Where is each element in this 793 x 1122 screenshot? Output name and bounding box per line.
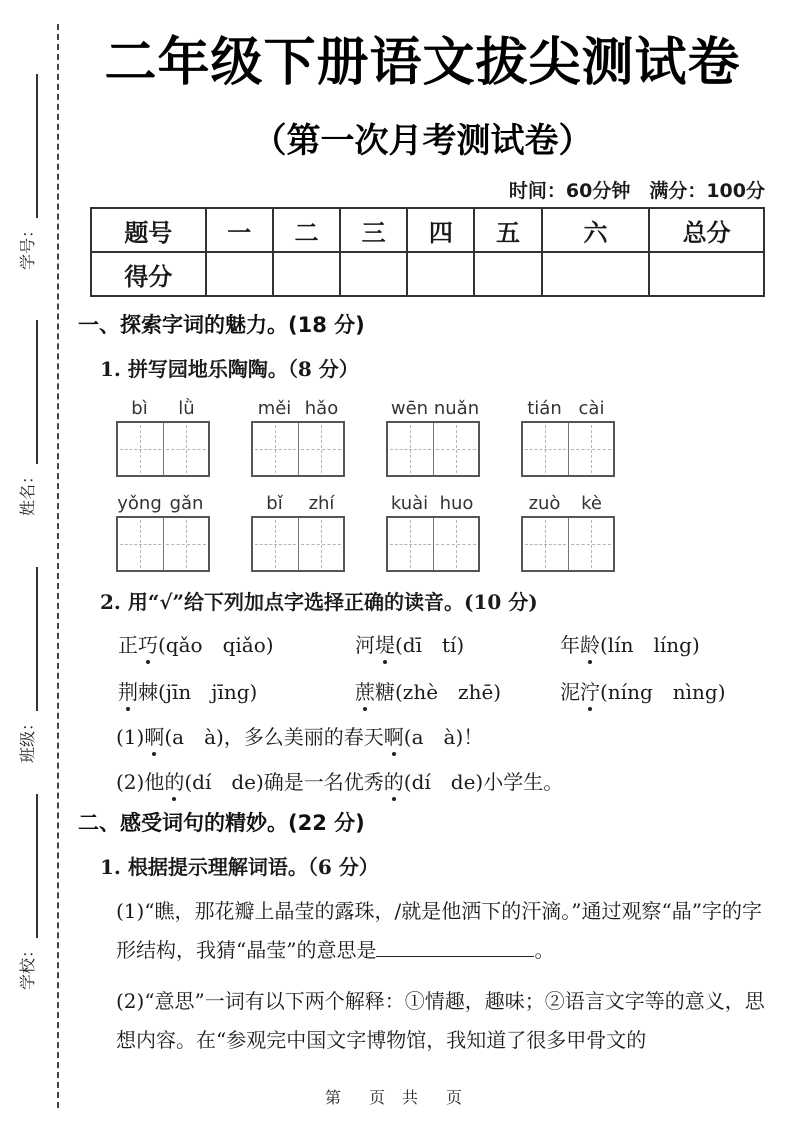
dotted-char: 的 (164, 770, 185, 794)
pinyin-label: kuài huo (390, 493, 474, 514)
pinyin-word-unit (116, 493, 210, 572)
school-label: 学校： (18, 941, 37, 990)
score-entry-cell[interactable] (649, 252, 764, 296)
pinyin-label: bǐ zhí (266, 493, 335, 514)
answer-blank-line[interactable] (376, 937, 534, 957)
time-score-info: 时间：60分钟 满分：100分 (508, 180, 765, 202)
score-table-header-row (91, 208, 764, 252)
pinyin-word-unit (116, 398, 210, 477)
section1-q2-title: 2. 用“√”给下列加点字选择正确的读音。(10 分) (100, 590, 538, 614)
margin-fold-dashed-line (57, 24, 59, 1108)
word-item[interactable]: 荆棘(jīn jīng) (118, 680, 258, 704)
writing-box[interactable] (116, 421, 210, 477)
pinyin-label: bì lǜ (131, 398, 195, 419)
paper-subtitle: （第一次月考测试卷） (252, 121, 593, 161)
sentence-choice-1[interactable]: (1)啊(a à)，多么美丽的春天啊(a à)！ (116, 725, 484, 749)
pronunciation-choice-grid (118, 629, 767, 705)
class-input-line[interactable] (16, 567, 38, 711)
student-id-label: 学号： (18, 221, 37, 270)
writing-box[interactable] (386, 516, 480, 572)
section2-q1-title: 1. 根据提示理解词语。（6 分） (100, 855, 379, 879)
dotted-char: 蔗 (355, 680, 375, 704)
score-entry-cell[interactable] (340, 252, 407, 296)
writing-box[interactable] (251, 516, 345, 572)
school-input-line[interactable] (16, 794, 38, 938)
score-entry-cell[interactable] (542, 252, 650, 296)
pinyin-word-unit (251, 493, 345, 572)
score-table-header-cell: 题号 (91, 208, 206, 252)
score-table-score-row (91, 252, 764, 296)
score-table-header-cell: 总分 (649, 208, 764, 252)
score-table-header-cell: 六 (542, 208, 650, 252)
pinyin-label: yǒng gǎn (117, 493, 204, 514)
section2-q1-paragraph-1: (1)“瞧，那花瓣上晶莹的露珠，/就是他洒下的汗滴。”通过观察“晶”字的字形结构，我猜“晶莹”的意思是 。 (116, 899, 762, 962)
paper-content (78, 0, 767, 1060)
student-id-field (16, 74, 38, 270)
class-field (16, 567, 38, 763)
word-item[interactable]: 年龄(lín líng) (560, 633, 700, 657)
score-entry-cell[interactable] (273, 252, 340, 296)
writing-box[interactable] (521, 516, 615, 572)
score-entry-cell[interactable] (407, 252, 474, 296)
sentence-choice-2[interactable]: (2)他的(dí de)确是一名优秀的(dí de)小学生。 (116, 770, 564, 794)
writing-box[interactable] (116, 516, 210, 572)
pinyin-word-unit (521, 493, 615, 572)
dotted-char: 的 (383, 770, 404, 794)
score-entry-cell[interactable] (206, 252, 273, 296)
score-table (90, 207, 765, 297)
section2-heading: 二、感受词句的精妙。(22 分) (78, 811, 365, 835)
dotted-char: 荆 (118, 680, 138, 704)
student-id-input-line[interactable] (16, 74, 38, 218)
class-label: 班级： (18, 714, 37, 763)
word-item[interactable]: 河堤(dī tí) (355, 633, 465, 657)
pinyin-label: wēn nuǎn (390, 398, 480, 419)
pinyin-writing-row-2 (116, 493, 767, 572)
word-item[interactable]: 正巧(qǎo qiǎo) (118, 633, 274, 657)
word-item[interactable]: 蔗糖(zhè zhē) (355, 680, 502, 704)
school-field (16, 794, 38, 990)
pinyin-word-unit (521, 398, 615, 477)
pinyin-label: zuò kè (528, 493, 602, 514)
pinyin-writing-row-1 (116, 398, 767, 477)
dotted-char: 泞 (580, 680, 600, 704)
section1-q1-title: 1. 拼写园地乐陶陶。（8 分） (100, 357, 359, 381)
pinyin-word-unit (251, 398, 345, 477)
pinyin-word-unit (386, 493, 480, 572)
dotted-char: 堤 (375, 633, 395, 657)
student-name-input-line[interactable] (16, 320, 38, 464)
writing-box[interactable] (521, 421, 615, 477)
score-table-header-cell: 一 (206, 208, 273, 252)
score-table-header-cell: 四 (407, 208, 474, 252)
page-footer: 第 页 共 页 (324, 1088, 469, 1107)
pinyin-word-unit (386, 398, 480, 477)
student-name-label: 姓名： (18, 467, 37, 516)
section2-q1-paragraph-2: (2)“意思”一词有以下两个解释：①情趣，趣味；②语言文字等的意义，思想内容。在“参观完中国文字博物馆，我知道了很多甲骨文的 (116, 989, 765, 1052)
pinyin-label: tián cài (527, 398, 605, 419)
dotted-char: 巧 (138, 633, 158, 657)
score-row-label: 得分 (91, 252, 206, 296)
dotted-char: 啊 (383, 725, 404, 749)
score-table-header-cell: 三 (340, 208, 407, 252)
word-item[interactable]: 泥泞(níng nìng) (560, 680, 726, 704)
dotted-char: 龄 (580, 633, 600, 657)
section1-heading: 一、探索字词的魅力。(18 分) (78, 313, 365, 337)
writing-box[interactable] (251, 421, 345, 477)
score-table-header-cell: 二 (273, 208, 340, 252)
writing-box[interactable] (386, 421, 480, 477)
score-table-header-cell: 五 (474, 208, 541, 252)
dotted-char: 啊 (144, 725, 165, 749)
pinyin-label: měi hǎo (257, 398, 339, 419)
student-name-field (16, 320, 38, 516)
score-entry-cell[interactable] (474, 252, 541, 296)
paper-title: 二年级下册语文拔尖测试卷 (104, 33, 741, 93)
